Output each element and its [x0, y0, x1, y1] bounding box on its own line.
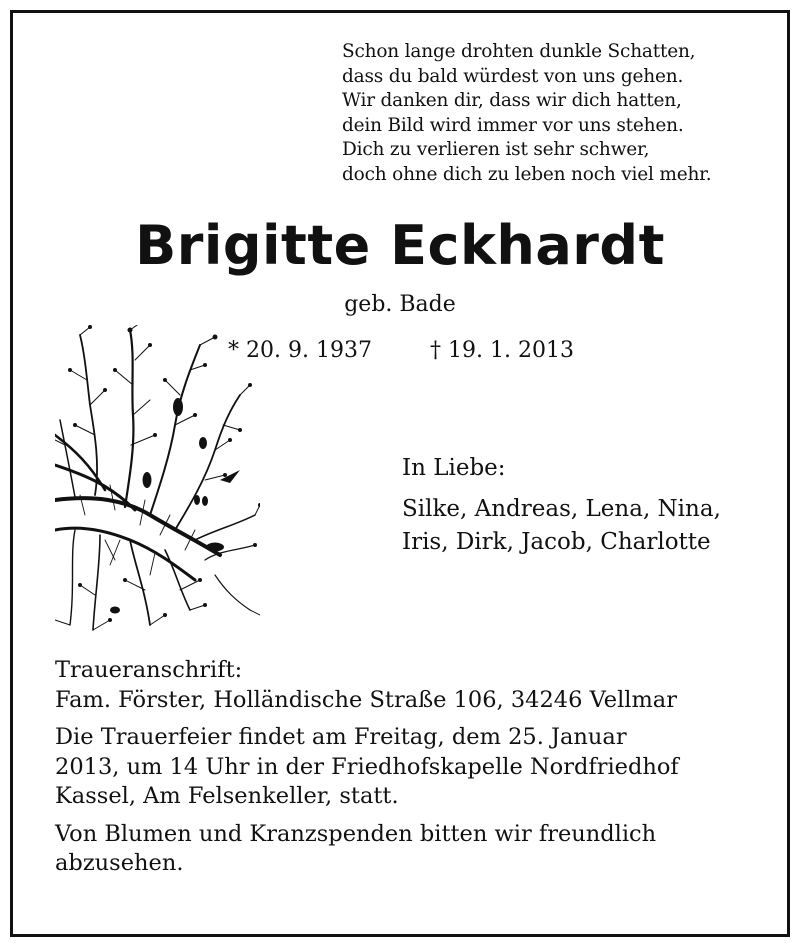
poem-line: doch ohne dich zu leben noch viel mehr. — [342, 163, 712, 185]
ceremony-line: Kassel, Am Felsenkeller, statt. — [55, 783, 399, 809]
notice-details — [55, 656, 755, 879]
poem-line: Schon lange drohten dunkle Schatten, — [342, 41, 696, 62]
ceremony-line: Die Trauerfeier findet am Freitag, dem 25. Januar — [55, 724, 627, 750]
ceremony-text — [55, 723, 755, 812]
maiden-name: geb. Bade — [344, 292, 456, 317]
ceremony-line: 2013, um 14 Uhr in der Friedhofskapelle Nordfriedhof — [55, 753, 679, 780]
poem — [342, 40, 762, 187]
tree-with-birds-icon — [55, 325, 260, 637]
poem-line: Dich zu verlieren ist sehr schwer, — [342, 139, 650, 160]
address-label: Traueranschrift: — [55, 657, 243, 683]
flowers-text — [55, 820, 755, 879]
address-text: Fam. Förster, Holländische Straße 106, 34246 Vellmar — [55, 686, 677, 713]
deceased-name: Brigitte Eckhardt — [135, 214, 665, 277]
birth-date: * 20. 9. 1937 — [228, 338, 372, 363]
poem-line: dein Bild wird immer vor uns stehen. — [342, 114, 684, 136]
poem-line: Wir danken dir, dass wir dich hatten, — [342, 90, 682, 111]
poem-line: dass du bald würdest von uns gehen. — [342, 65, 684, 87]
flowers-line: abzusehen. — [55, 850, 184, 876]
mourners-line: Silke, Andreas, Lena, Nina, — [402, 496, 721, 522]
flowers-line: Von Blumen und Kranzspenden bitten wir freundlich — [55, 820, 657, 847]
mourners — [402, 452, 721, 559]
mourners-heading: In Liebe: — [402, 455, 506, 481]
mourners-line: Iris, Dirk, Jacob, Charlotte — [402, 529, 711, 555]
death-date: † 19. 1. 2013 — [430, 338, 574, 363]
mourners-names — [402, 493, 721, 559]
